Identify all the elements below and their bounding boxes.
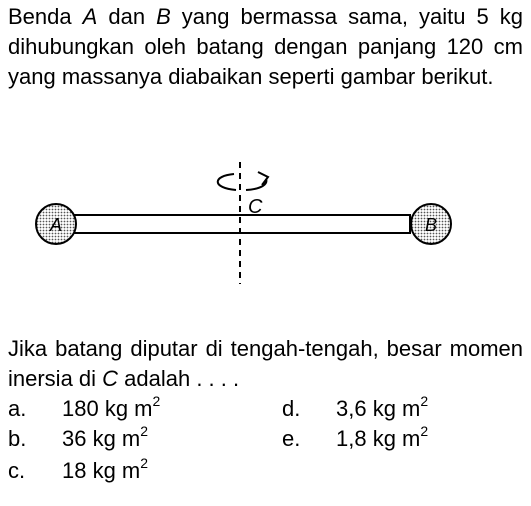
option-d[interactable]: [282, 394, 428, 424]
option-value: 18 kg m: [62, 458, 141, 483]
option-label: c.: [8, 458, 26, 483]
option-exponent: 2: [420, 393, 429, 409]
problem-statement: [8, 2, 523, 92]
rod-diagram: [0, 160, 531, 310]
option-exponent: 2: [420, 423, 429, 439]
question-text-2: adalah . . . .: [118, 366, 240, 391]
option-a[interactable]: [8, 394, 160, 424]
mass-b-label: B: [424, 215, 438, 235]
mass-a-label: A: [49, 215, 63, 235]
intro-text-3: yang bermassa sama, yaitu 5 kg dihubungkan oleh batang dengan panjang 120 cm yang massanya diabaikan seperti gambar berikut.: [8, 4, 524, 89]
question-text-1: Jika batang diputar di tengah-tengah, besar momen inersia di: [8, 336, 523, 391]
option-label: b.: [8, 426, 27, 451]
option-c[interactable]: [8, 456, 148, 486]
point-c-label: C: [248, 196, 263, 218]
option-b[interactable]: [8, 424, 148, 454]
option-label: d.: [282, 396, 301, 421]
rotation-arrow-icon: [218, 172, 268, 190]
option-value: 36 kg m: [62, 426, 141, 451]
option-value: 180 kg m: [62, 396, 153, 421]
mass-b-symbol: B: [156, 4, 171, 29]
option-exponent: 2: [152, 393, 161, 409]
intro-text-1: Benda: [8, 4, 83, 29]
option-e[interactable]: [282, 424, 428, 454]
option-value: 3,6 kg m: [336, 396, 421, 421]
option-label: e.: [282, 426, 301, 451]
point-c-symbol: C: [102, 366, 119, 391]
option-label: a.: [8, 396, 27, 421]
option-value: 1,8 kg m: [336, 426, 421, 451]
mass-a-symbol: A: [82, 4, 98, 29]
option-exponent: 2: [140, 455, 149, 471]
intro-text-2: dan: [97, 4, 157, 29]
question-text: [8, 334, 523, 394]
option-exponent: 2: [140, 423, 149, 439]
